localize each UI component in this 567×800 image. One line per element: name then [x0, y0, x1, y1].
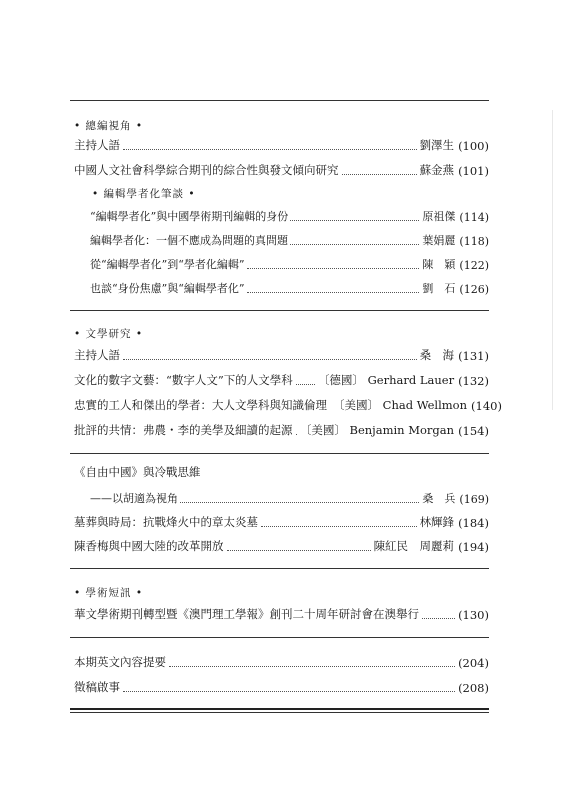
entry-title: 主持人語 [74, 138, 120, 152]
entry-author: 原祖傑 [422, 210, 456, 223]
toc-entry[interactable] [74, 605, 489, 622]
entry-title: 從“編輯學者化”到“學者化編輯” [90, 258, 245, 271]
leader-dots [227, 549, 371, 551]
toc-entry[interactable] [74, 136, 489, 153]
toc-entry[interactable] [90, 279, 489, 296]
leader-dots [123, 358, 417, 360]
entry-author: 葉娟麗 [422, 234, 456, 247]
entry-page: (126) [459, 283, 489, 296]
entry-author: 〔美國〕 Chad Wellmon [333, 398, 468, 412]
entry-page: (208) [458, 681, 489, 695]
entry-page: (118) [459, 235, 489, 248]
toc-entry[interactable] [74, 396, 502, 413]
toc-entry-heading[interactable] [74, 463, 489, 480]
entry-title: 陳香梅與中國大陸的改革開放 [74, 539, 224, 553]
toc-entry[interactable] [74, 421, 489, 438]
entry-title: 忠實的工人和傑出的學者：大人文學科與知識倫理 [74, 398, 327, 412]
entry-page: (100) [458, 139, 489, 153]
entry-page: (131) [458, 349, 489, 363]
entry-title: 也談“身份焦慮”與“編輯學者化” [90, 282, 245, 295]
entry-page: (132) [458, 374, 489, 388]
entry-page: (194) [458, 540, 489, 554]
divider [70, 310, 489, 311]
section-heading-literature: • 文學研究 • [74, 328, 144, 340]
entry-author: 〔美國〕 Benjamin Morgan [299, 423, 455, 437]
entry-title: 批評的共情：弗農・李的美學及細讀的起源 [74, 423, 293, 437]
entry-page: (154) [458, 424, 489, 438]
entry-page: (114) [459, 211, 489, 224]
entry-author: 桑 海 [419, 348, 455, 362]
entry-author: 林輝鋒 [419, 515, 455, 529]
entry-author: 陳 穎 [422, 258, 456, 271]
leader-dots [169, 665, 455, 667]
entry-title: 華文學術期刊轉型暨《澳門理工學報》創刊二十周年研討會在澳舉行 [74, 607, 419, 621]
divider [70, 637, 489, 638]
toc-entry[interactable] [74, 678, 489, 695]
entry-subtitle: ——以胡適為視角 [90, 492, 178, 505]
leader-dots [290, 219, 419, 221]
divider-bottom-thin [70, 712, 489, 713]
entry-page: (140) [471, 399, 502, 413]
entry-author: 蘇金燕 [419, 163, 455, 177]
entry-title: 本期英文內容提要 [74, 655, 166, 669]
entry-title: 編輯學者化：一個不應成為問題的真問題 [90, 234, 288, 247]
entry-title: 墓葬與時局：抗戰烽火中的章太炎墓 [74, 515, 258, 529]
entry-page: (101) [458, 164, 489, 178]
entry-author: 桑 兵 [422, 492, 456, 505]
toc-entry[interactable] [90, 255, 489, 272]
entry-page: (184) [458, 516, 489, 530]
section-heading-news: • 學術短訊 • [74, 587, 144, 599]
toc-entry[interactable] [90, 207, 489, 224]
entry-author: 陳紅民 周麗莉 [373, 539, 455, 553]
entry-title: 中國人文社會科學綜合期刊的綜合性與發文傾向研究 [74, 163, 339, 177]
page-edge-shadow [552, 110, 553, 410]
leader-dots [180, 501, 419, 503]
toc-entry[interactable] [74, 537, 489, 554]
leader-dots [422, 617, 455, 619]
entry-title: 主持人語 [74, 348, 120, 362]
entry-page: (169) [459, 493, 489, 506]
toc-entry[interactable] [90, 489, 489, 506]
divider-top [70, 100, 489, 101]
entry-author: 〔德國〕 Gerhard Lauer [317, 373, 455, 387]
subsection-heading: • 編輯學者化筆談 • [92, 188, 196, 200]
leader-dots [290, 243, 419, 245]
entry-title: 《自由中國》與冷戰思維 [74, 465, 201, 479]
toc-entry[interactable] [74, 161, 489, 178]
divider-bottom [70, 708, 489, 710]
leader-dots [247, 267, 420, 269]
entry-title: 文化的數字文藝：“數字人文”下的人文學科 [74, 373, 293, 387]
leader-dots [296, 433, 297, 435]
entry-page: (130) [458, 608, 489, 622]
entry-title: 徵稿啟事 [74, 680, 120, 694]
leader-dots [247, 291, 420, 293]
toc-entry[interactable] [90, 231, 489, 248]
entry-author: 劉澤生 [419, 138, 455, 152]
divider [70, 453, 489, 454]
leader-dots [296, 383, 315, 385]
toc-entry[interactable] [74, 371, 489, 388]
entry-title: “編輯學者化”與中國學術期刊編輯的身份 [90, 210, 289, 223]
leader-dots [123, 690, 455, 692]
divider [70, 568, 489, 569]
toc-entry[interactable] [74, 653, 489, 670]
leader-dots [342, 173, 417, 175]
toc-entry[interactable] [74, 346, 489, 363]
toc-entry[interactable] [74, 513, 489, 530]
entry-page: (204) [458, 656, 489, 670]
leader-dots [123, 148, 417, 150]
entry-author: 劉 石 [422, 282, 456, 295]
entry-page: (122) [459, 259, 489, 272]
leader-dots [261, 525, 417, 527]
section-heading-editorial: • 總編視角 • [74, 120, 144, 132]
